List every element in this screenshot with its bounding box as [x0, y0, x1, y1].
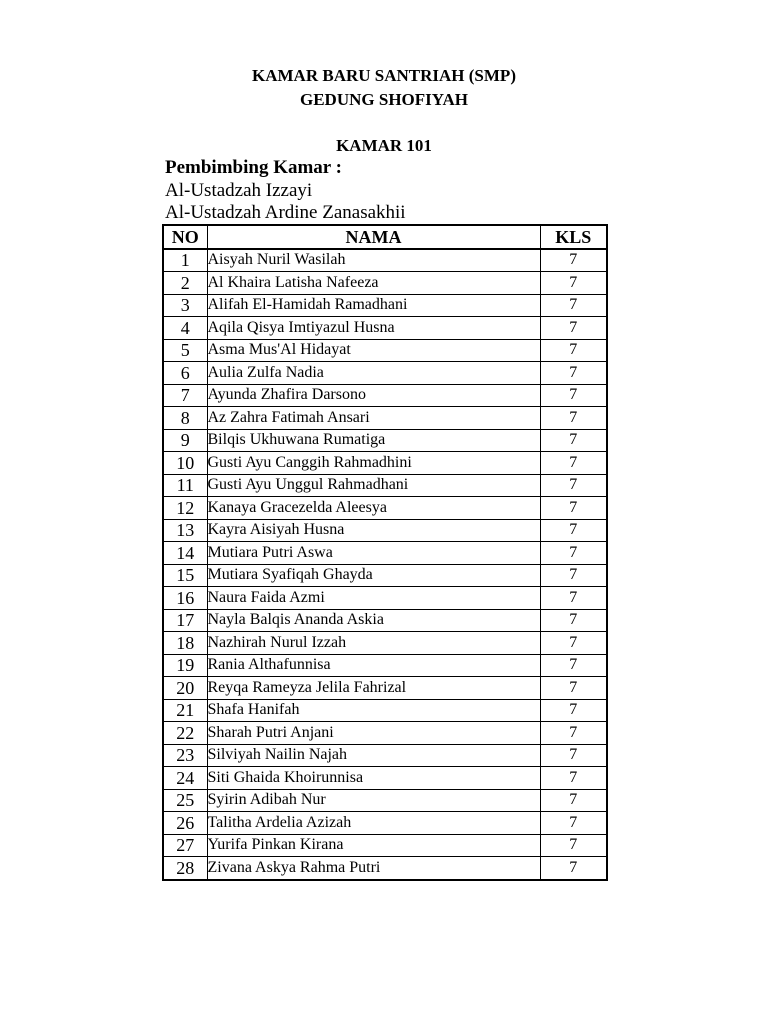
table-row — [163, 452, 607, 475]
student-name: Kanaya Gracezelda Aleesya — [207, 497, 540, 520]
student-name: Rania Althafunnisa — [207, 654, 540, 677]
student-name: Syirin Adibah Nur — [207, 789, 540, 812]
student-name: Talitha Ardelia Azizah — [207, 812, 540, 835]
row-number: 22 — [163, 722, 207, 745]
student-name: Aqila Qisya Imtiyazul Husna — [207, 317, 540, 340]
row-number: 12 — [163, 497, 207, 520]
student-name: Mutiara Putri Aswa — [207, 542, 540, 565]
table-row — [163, 294, 607, 317]
table-row — [163, 699, 607, 722]
class-level: 7 — [540, 632, 607, 655]
table-row — [163, 519, 607, 542]
student-name: Nayla Balqis Ananda Askia — [207, 609, 540, 632]
table-row — [163, 474, 607, 497]
table-row — [163, 632, 607, 655]
row-number: 17 — [163, 609, 207, 632]
class-level: 7 — [540, 542, 607, 565]
table-row — [163, 587, 607, 610]
student-name: Aulia Zulfa Nadia — [207, 362, 540, 385]
column-header-nama: NAMA — [207, 225, 540, 249]
table-row — [163, 609, 607, 632]
row-number: 4 — [163, 317, 207, 340]
row-number: 16 — [163, 587, 207, 610]
row-number: 19 — [163, 654, 207, 677]
student-name: Az Zahra Fatimah Ansari — [207, 407, 540, 430]
class-level: 7 — [540, 654, 607, 677]
table-body — [163, 249, 607, 880]
table-row — [163, 339, 607, 362]
class-level: 7 — [540, 362, 607, 385]
class-level: 7 — [540, 272, 607, 295]
table-row — [163, 542, 607, 565]
supervisor-label: Pembimbing Kamar : — [165, 157, 342, 178]
row-number: 8 — [163, 407, 207, 430]
table-header-row — [163, 225, 607, 249]
class-level: 7 — [540, 564, 607, 587]
column-header-kls: KLS — [540, 225, 607, 249]
table-row — [163, 654, 607, 677]
student-name: Silviyah Nailin Najah — [207, 744, 540, 767]
class-level: 7 — [540, 699, 607, 722]
student-name: Zivana Askya Rahma Putri — [207, 857, 540, 880]
student-name: Reyqa Rameyza Jelila Fahrizal — [207, 677, 540, 700]
class-level: 7 — [540, 744, 607, 767]
table-row — [163, 249, 607, 272]
class-level: 7 — [540, 767, 607, 790]
class-level: 7 — [540, 587, 607, 610]
class-level: 7 — [540, 857, 607, 880]
table-row — [163, 317, 607, 340]
class-level: 7 — [540, 812, 607, 835]
row-number: 15 — [163, 564, 207, 587]
student-name: Mutiara Syafiqah Ghayda — [207, 564, 540, 587]
row-number: 6 — [163, 362, 207, 385]
table-row — [163, 857, 607, 880]
table-row — [163, 564, 607, 587]
room-title: KAMAR 101 — [336, 136, 432, 155]
row-number: 21 — [163, 699, 207, 722]
class-level: 7 — [540, 384, 607, 407]
table-row — [163, 722, 607, 745]
row-number: 13 — [163, 519, 207, 542]
student-name: Alifah El-Hamidah Ramadhani — [207, 294, 540, 317]
table-row — [163, 272, 607, 295]
row-number: 9 — [163, 429, 207, 452]
class-level: 7 — [540, 474, 607, 497]
row-number: 11 — [163, 474, 207, 497]
table-row — [163, 789, 607, 812]
row-number: 3 — [163, 294, 207, 317]
student-name: Asma Mus'Al Hidayat — [207, 339, 540, 362]
class-level: 7 — [540, 339, 607, 362]
student-name: Aisyah Nuril Wasilah — [207, 249, 540, 272]
table-row — [163, 834, 607, 857]
class-level: 7 — [540, 294, 607, 317]
student-name: Shafa Hanifah — [207, 699, 540, 722]
class-level: 7 — [540, 317, 607, 340]
row-number: 1 — [163, 249, 207, 272]
student-name: Al Khaira Latisha Nafeeza — [207, 272, 540, 295]
table-row — [163, 429, 607, 452]
row-number: 14 — [163, 542, 207, 565]
class-level: 7 — [540, 249, 607, 272]
class-level: 7 — [540, 722, 607, 745]
class-level: 7 — [540, 407, 607, 430]
class-level: 7 — [540, 834, 607, 857]
row-number: 2 — [163, 272, 207, 295]
student-name: Gusti Ayu Unggul Rahmadhani — [207, 474, 540, 497]
student-name: Naura Faida Azmi — [207, 587, 540, 610]
row-number: 23 — [163, 744, 207, 767]
student-name: Gusti Ayu Canggih Rahmadhini — [207, 452, 540, 475]
row-number: 26 — [163, 812, 207, 835]
table-row — [163, 407, 607, 430]
student-name: Yurifa Pinkan Kirana — [207, 834, 540, 857]
class-level: 7 — [540, 519, 607, 542]
supervisor-name: Al-Ustadzah Izzayi — [165, 180, 313, 201]
student-name: Sharah Putri Anjani — [207, 722, 540, 745]
student-name: Kayra Aisiyah Husna — [207, 519, 540, 542]
class-level: 7 — [540, 677, 607, 700]
table-row — [163, 362, 607, 385]
row-number: 25 — [163, 789, 207, 812]
class-level: 7 — [540, 429, 607, 452]
student-name: Siti Ghaida Khoirunnisa — [207, 767, 540, 790]
student-roster-table — [162, 224, 608, 881]
class-level: 7 — [540, 497, 607, 520]
document-title: KAMAR BARU SANTRIAH (SMP) — [252, 66, 516, 85]
row-number: 20 — [163, 677, 207, 700]
row-number: 27 — [163, 834, 207, 857]
column-header-no: NO — [163, 225, 207, 249]
row-number: 7 — [163, 384, 207, 407]
table-row — [163, 812, 607, 835]
table-row — [163, 767, 607, 790]
class-level: 7 — [540, 789, 607, 812]
supervisor-name: Al-Ustadzah Ardine Zanasakhii — [165, 202, 406, 223]
table-row — [163, 384, 607, 407]
class-level: 7 — [540, 609, 607, 632]
student-name: Ayunda Zhafira Darsono — [207, 384, 540, 407]
row-number: 18 — [163, 632, 207, 655]
student-name: Bilqis Ukhuwana Rumatiga — [207, 429, 540, 452]
building-name: GEDUNG SHOFIYAH — [300, 90, 468, 109]
table-row — [163, 677, 607, 700]
row-number: 10 — [163, 452, 207, 475]
student-name: Nazhirah Nurul Izzah — [207, 632, 540, 655]
row-number: 24 — [163, 767, 207, 790]
row-number: 5 — [163, 339, 207, 362]
class-level: 7 — [540, 452, 607, 475]
row-number: 28 — [163, 857, 207, 880]
table-row — [163, 744, 607, 767]
table-row — [163, 497, 607, 520]
